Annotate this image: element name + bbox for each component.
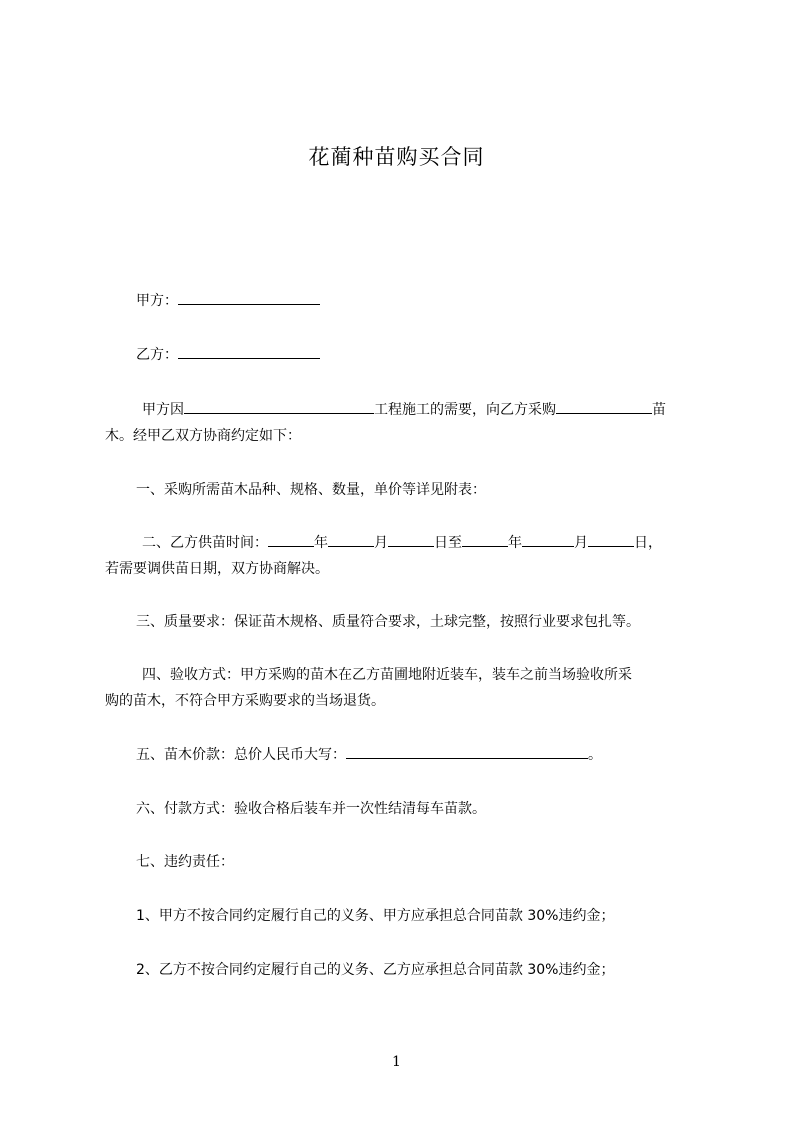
party-b-line [136, 342, 711, 368]
page-number: 1 [392, 1054, 401, 1070]
party-a-line [136, 288, 711, 314]
intro-line-2 [105, 423, 711, 449]
clause-5 [136, 742, 711, 768]
total-price-blank[interactable] [346, 742, 588, 759]
day-label-2: 日， [634, 535, 662, 551]
clause-1: 一、采购所需苗木品种、规格、数量，单价等详见附表： [136, 482, 486, 498]
end-month-blank[interactable] [522, 530, 574, 547]
intro-text-2: 工程施工的需要，向乙方采购 [374, 402, 556, 418]
intro-text-3b: 木。经甲乙双方协商约定如下： [105, 428, 301, 444]
intro-line-1 [142, 397, 711, 423]
seedling-type-blank[interactable] [556, 397, 652, 414]
start-day-blank[interactable] [388, 530, 434, 547]
end-year-blank[interactable] [462, 530, 508, 547]
clause-5-prefix: 五、苗木价款：总价人民币大写： [136, 747, 346, 763]
end-day-blank[interactable] [588, 530, 634, 547]
clause-5-suffix: 。 [588, 747, 602, 763]
day-to-label: 日至 [434, 535, 462, 551]
start-month-blank[interactable] [328, 530, 374, 547]
year-label-1: 年 [314, 535, 328, 551]
clause-7-item-1: 1、甲方不按合同约定履行自己的义务、甲方应承担总合同苗款 30%违约金； [136, 908, 615, 924]
clause-2-prefix: 二、乙方供苗时间： [142, 535, 268, 551]
document-title: 花蔺种苗购买合同 [308, 145, 485, 169]
clause-2-line-1 [142, 530, 711, 556]
project-name-blank[interactable] [184, 397, 374, 414]
clause-6: 六、付款方式：验收合格后装车并一次性结清每车苗款。 [136, 801, 486, 817]
clause-4-line-2: 购的苗木，不符合甲方采购要求的当场退货。 [105, 693, 385, 709]
party-a-blank[interactable] [178, 288, 320, 305]
clause-7-item-2: 2、乙方不按合同约定履行自己的义务、乙方应承担总合同苗款 30%违约金； [136, 962, 615, 978]
clause-2-line-2: 若需要调供苗日期，双方协商解决。 [105, 561, 329, 577]
party-b-label: 乙方： [136, 347, 178, 363]
start-year-blank[interactable] [268, 530, 314, 547]
intro-text-3a: 苗 [652, 402, 666, 418]
year-label-2: 年 [508, 535, 522, 551]
clause-7: 七、违约责任： [136, 854, 234, 870]
month-label-2: 月 [574, 535, 588, 551]
intro-text-1: 甲方因 [142, 402, 184, 418]
party-a-label: 甲方： [136, 293, 178, 309]
clause-3: 三、质量要求：保证苗木规格、质量符合要求，土球完整，按照行业要求包扎等。 [136, 614, 640, 630]
month-label-1: 月 [374, 535, 388, 551]
clause-4-line-1: 四、验收方式：甲方采购的苗木在乙方苗圃地附近装车，装车之前当场验收所采 [142, 667, 632, 683]
party-b-blank[interactable] [178, 342, 320, 359]
